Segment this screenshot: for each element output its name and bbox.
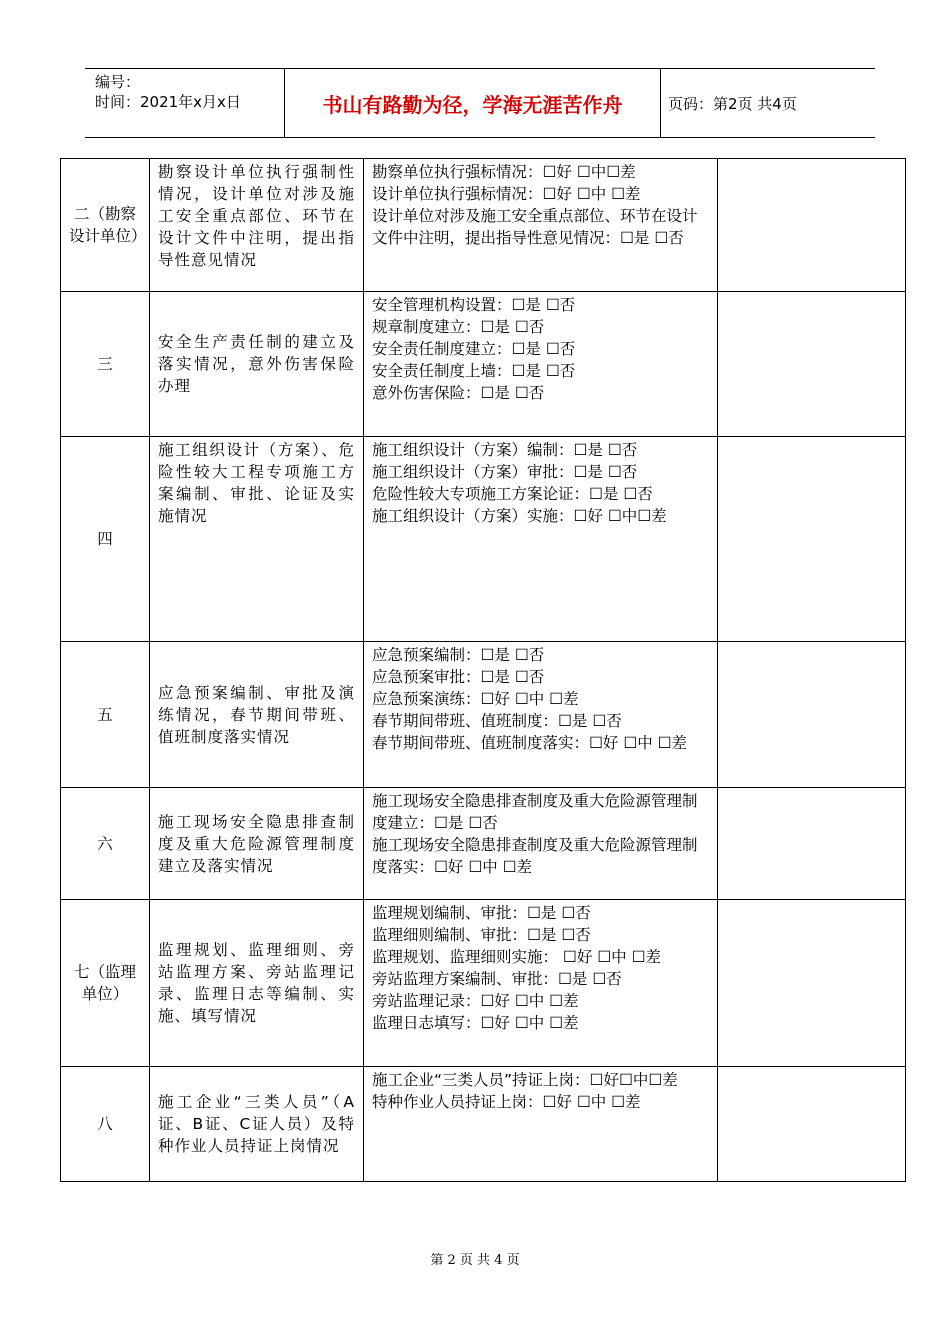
inspection-item: 安全生产责任制的建立及落实情况，意外伤害保险办理 — [150, 292, 364, 437]
row-number: 三 — [61, 292, 150, 437]
check-line: 施工组织设计（方案）实施：☐好 ☐中☐差 — [372, 507, 667, 525]
check-line: 安全责任制度建立：☐是 ☐否 — [372, 340, 576, 358]
table-row — [61, 900, 906, 1067]
inspection-table — [60, 158, 906, 1182]
check-line: 设计单位对涉及施工安全重点部位、环节在设计文件中注明，提出指导性意见情况：☐是 ☐否 — [372, 207, 698, 247]
check-line: 意外伤害保险：☐是 ☐否 — [372, 384, 545, 402]
table-row — [61, 1067, 906, 1182]
document-number-label: 编号： — [95, 73, 141, 91]
check-line: 危险性较大专项施工方案论证：☐是 ☐否 — [372, 485, 653, 503]
check-line: 监理规划编制、审批：☐是 ☐否 — [372, 904, 591, 922]
check-line: 规章制度建立：☐是 ☐否 — [372, 318, 545, 336]
check-results — [364, 292, 718, 437]
check-results — [364, 642, 718, 788]
row-number: 七（监理单位） — [61, 900, 150, 1067]
check-line: 监理日志填写：☐好 ☐中 ☐差 — [372, 1014, 579, 1032]
inspection-item: 勘察设计单位执行强制性情况，设计单位对涉及施工安全重点部位、环节在设计文件中注明，提出指导性意见情况 — [150, 159, 364, 292]
check-line: 应急预案演练：☐好 ☐中 ☐差 — [372, 690, 579, 708]
check-results — [364, 1067, 718, 1182]
check-line: 春节期间带班、值班制度落实：☐好 ☐中 ☐差 — [372, 734, 688, 752]
check-line: 应急预案审批：☐是 ☐否 — [372, 668, 545, 686]
remark-cell — [718, 292, 906, 437]
check-line: 施工现场安全隐患排查制度及重大危险源管理制度建立：☐是 ☐否 — [372, 792, 698, 832]
check-results — [364, 437, 718, 642]
check-line: 应急预案编制：☐是 ☐否 — [372, 646, 545, 664]
check-line: 特种作业人员持证上岗：☐好 ☐中 ☐差 — [372, 1093, 641, 1111]
inspection-item: 施工企业“三类人员”（A证、B证、C证人员）及特种作业人员持证上岗情况 — [150, 1067, 364, 1182]
page-header — [85, 68, 875, 138]
check-line: 春节期间带班、值班制度：☐是 ☐否 — [372, 712, 622, 730]
check-line: 安全责任制度上墙：☐是 ☐否 — [372, 362, 576, 380]
row-number: 八 — [61, 1067, 150, 1182]
inspection-item: 监理规划、监理细则、旁站监理方案、旁站监理记录、监理日志等编制、实施、填写情况 — [150, 900, 364, 1067]
check-line: 监理规划、监理细则实施： ☐好 ☐中 ☐差 — [372, 948, 661, 966]
remark-cell — [718, 437, 906, 642]
table-row — [61, 642, 906, 788]
check-line: 勘察单位执行强标情况：☐好 ☐中☐差 — [372, 163, 636, 181]
table-row — [61, 159, 906, 292]
inspection-item: 应急预案编制、审批及演练情况，春节期间带班、值班制度落实情况 — [150, 642, 364, 788]
check-line: 安全管理机构设置：☐是 ☐否 — [372, 296, 576, 314]
row-number: 四 — [61, 437, 150, 642]
remark-cell — [718, 642, 906, 788]
check-results — [364, 900, 718, 1067]
check-line: 施工企业“三类人员”持证上岗：☐好☐中☐差 — [372, 1071, 678, 1089]
table-row — [61, 292, 906, 437]
row-number: 六 — [61, 788, 150, 900]
check-line: 施工现场安全隐患排查制度及重大危险源管理制度落实：☐好 ☐中 ☐差 — [372, 836, 698, 876]
table-row — [61, 437, 906, 642]
header-motto: 书山有路勤为径，学海无涯苦作舟 — [285, 69, 661, 137]
check-line: 施工组织设计（方案）审批：☐是 ☐否 — [372, 463, 638, 481]
check-results — [364, 159, 718, 292]
remark-cell — [718, 900, 906, 1067]
remark-cell — [718, 1067, 906, 1182]
document-time-label: 时间：2021年x月x日 — [95, 93, 241, 111]
remark-cell — [718, 159, 906, 292]
check-line: 设计单位执行强标情况：☐好 ☐中 ☐差 — [372, 185, 641, 203]
check-line: 旁站监理方案编制、审批：☐是 ☐否 — [372, 970, 622, 988]
check-line: 施工组织设计（方案）编制：☐是 ☐否 — [372, 441, 638, 459]
table-row — [61, 788, 906, 900]
check-line: 旁站监理记录：☐好 ☐中 ☐差 — [372, 992, 579, 1010]
remark-cell — [718, 788, 906, 900]
header-left — [85, 69, 285, 137]
inspection-item: 施工现场安全隐患排查制度及重大危险源管理制度建立及落实情况 — [150, 788, 364, 900]
header-page-label: 页码：第2页 共4页 — [668, 94, 797, 113]
row-number: 二（勘察设计单位） — [61, 159, 150, 292]
row-number: 五 — [61, 642, 150, 788]
check-results — [364, 788, 718, 900]
check-line: 监理细则编制、审批：☐是 ☐否 — [372, 926, 591, 944]
page-footer: 第 2 页 共 4 页 — [430, 1253, 520, 1268]
inspection-item: 施工组织设计（方案）、危险性较大工程专项施工方案编制、审批、论证及实施情况 — [150, 437, 364, 642]
